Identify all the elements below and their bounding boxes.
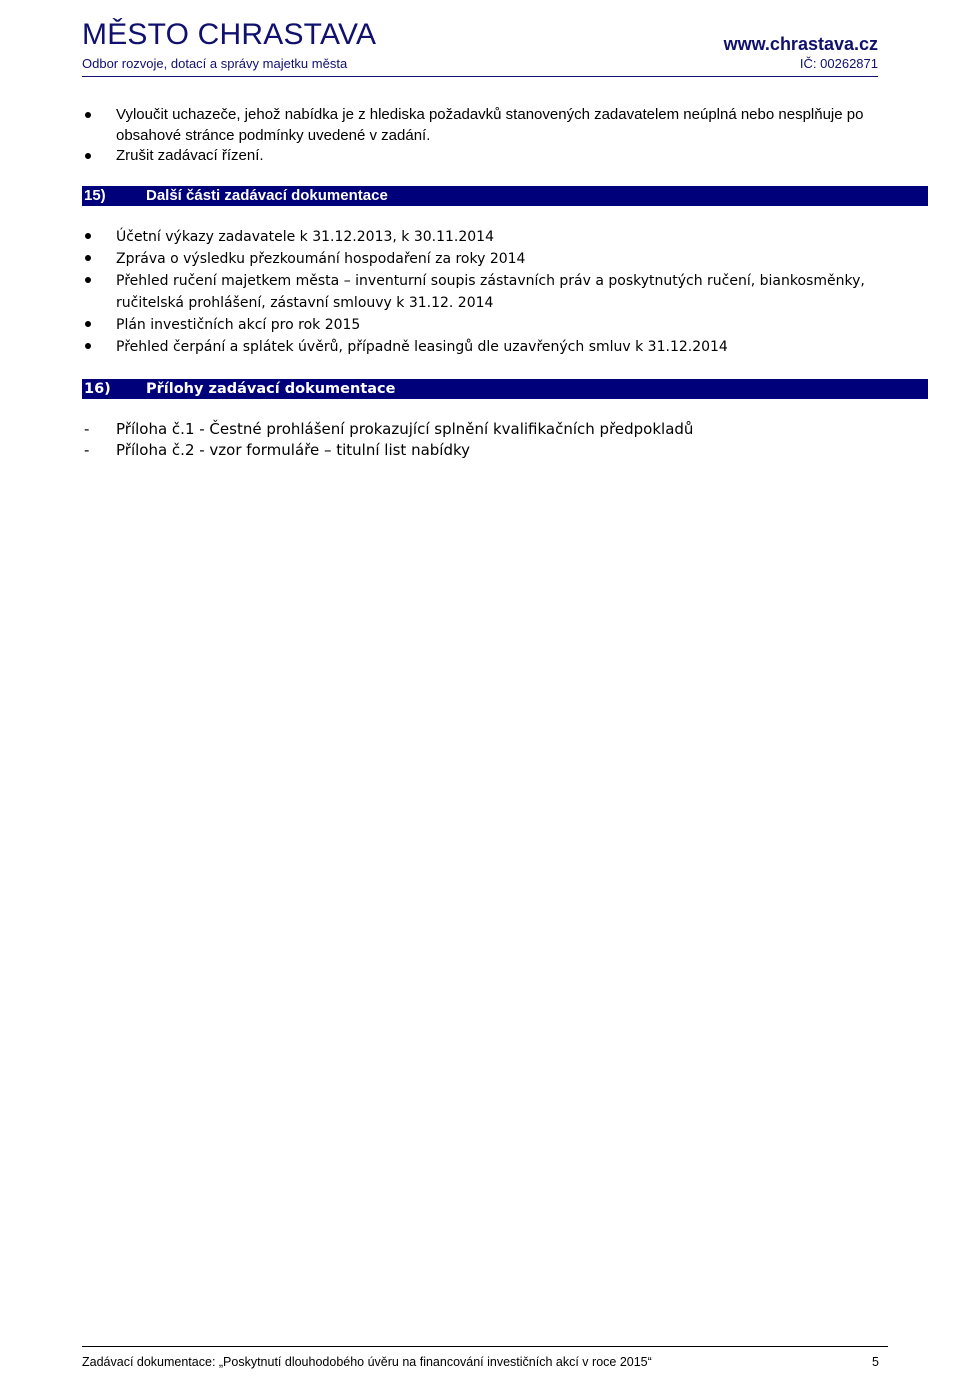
bullet-icon xyxy=(85,153,91,159)
list-item: - Příloha č.2 - vzor formuláře – titulní list nabídky xyxy=(84,441,471,459)
bullet-icon xyxy=(85,343,91,349)
bullet-icon xyxy=(85,321,91,327)
footer-divider xyxy=(82,1346,888,1347)
section-title: Přílohy zadávací dokumentace xyxy=(146,381,396,397)
section-heading-15 xyxy=(82,186,928,206)
company-id: IČ: 00262871 xyxy=(799,56,878,71)
page-header xyxy=(82,18,878,78)
list-item: Účetní výkazy zadavatele k 31.12.2013, k 30.11.2014 xyxy=(82,226,928,248)
dash-marker: - xyxy=(84,441,90,459)
bullet-icon xyxy=(85,277,91,283)
website-link[interactable]: www.chrastava.cz xyxy=(723,34,878,54)
org-name: MĚSTO CHRASTAVA xyxy=(82,18,377,51)
footer-document-title: Zadávací dokumentace: „Poskytnutí dlouhodobého úvěru na financování investičních akcí v roce 2015“ xyxy=(82,1355,652,1369)
department-name: Odbor rozvoje, dotací a správy majetku města xyxy=(82,56,348,71)
header-divider xyxy=(82,76,878,77)
list-item: Vyloučit uchazeče, jehož nabídka je z hlediska požadavků stanovených zadavatelem neúplná nebo nesplňuje po obsahové stránce podmínky uvedené v zadání. xyxy=(82,105,928,146)
page-number: 5 xyxy=(872,1355,879,1369)
list-item: Přehled čerpání a splátek úvěrů, případně leasingů dle uzavřených smluv k 31.12.2014 xyxy=(82,336,928,358)
dash-marker: - xyxy=(84,420,90,438)
section-title: Další části zadávací dokumentace xyxy=(146,187,388,204)
section-heading-16 xyxy=(82,379,928,399)
list-item: - Příloha č.1 - Čestné prohlášení prokazující splnění kvalifikačních předpokladů xyxy=(84,420,694,438)
section-number: 15) xyxy=(84,187,106,204)
intro-bullet-list xyxy=(82,105,928,167)
section15-bullet-list xyxy=(82,226,928,358)
bullet-icon xyxy=(85,255,91,261)
attachments-list xyxy=(82,419,928,461)
list-item: Zrušit zadávací řízení. xyxy=(82,146,928,167)
section-number: 16) xyxy=(84,381,111,397)
list-item: Přehled ručení majetkem města – inventurní soupis zástavních práv a poskytnutých ručení, biankosměnky, ručitelská prohlášení, zástavní smlouvy k 31.12. 2014 xyxy=(82,270,928,314)
bullet-icon xyxy=(85,233,91,239)
list-item: Zpráva o výsledku přezkoumání hospodaření za roky 2014 xyxy=(82,248,928,270)
list-item: Plán investičních akcí pro rok 2015 xyxy=(82,314,928,336)
bullet-icon xyxy=(85,112,91,118)
